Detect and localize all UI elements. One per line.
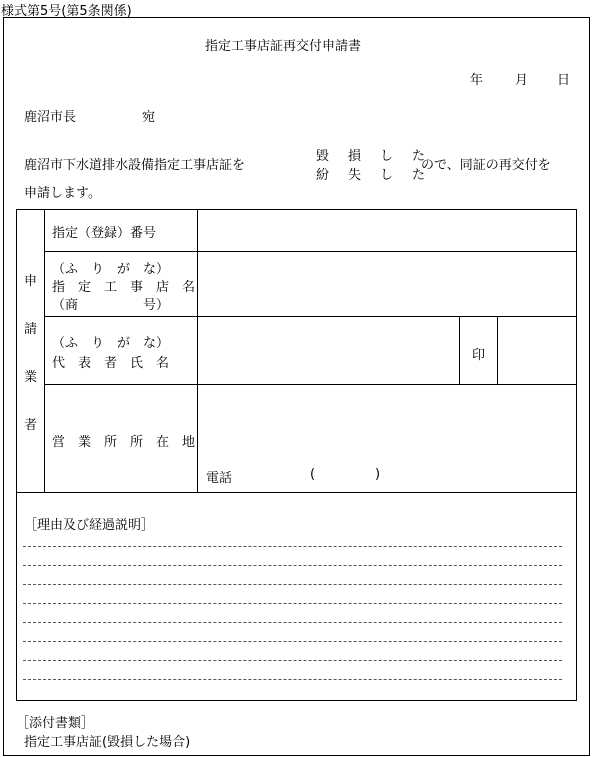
seal-box[interactable] (499, 318, 575, 383)
attachments-label: ［添付書類］ (16, 716, 95, 731)
divider (497, 316, 498, 384)
label-rep-name: 代 表 者 氏 名 (52, 356, 170, 371)
label-phone: 電話 (206, 471, 233, 486)
registration-number-field[interactable] (199, 211, 575, 250)
date-month: 月 (515, 73, 529, 88)
choice-lost (316, 164, 425, 183)
divider (44, 384, 577, 385)
choice-char: た (412, 168, 426, 183)
phone-field[interactable] (318, 462, 372, 486)
choice-damaged (316, 145, 425, 164)
reason-label: ［理由及び経過説明］ (24, 518, 155, 533)
choice-char: た (412, 149, 426, 164)
choice-char: 損 (348, 149, 362, 164)
addressee-suffix: 宛 (142, 110, 156, 125)
addressee-name: 鹿沼市長 (24, 110, 77, 125)
divider (459, 316, 460, 384)
label-rep-furigana: （ふ り が な） (52, 336, 170, 351)
date-year: 年 (470, 73, 484, 88)
date-day: 日 (557, 73, 571, 88)
seal-label: 印 (472, 348, 486, 363)
label-office-address: 営 業 所 所 在 地 (52, 435, 196, 450)
attachments-item: 指定工事店証(毀損した場合) (24, 735, 191, 750)
label-shop-trade: （商 号） (52, 298, 170, 313)
choice-char: し (380, 149, 394, 164)
form-title: 指定工事店証再交付申請書 (205, 39, 362, 54)
divider (16, 492, 577, 493)
shop-name-field[interactable] (199, 253, 575, 315)
phone-paren-close: ) (375, 467, 381, 482)
applicant-label-char: 申 (24, 274, 38, 289)
form-code: 様式第5号(第5条関係) (1, 4, 132, 19)
choice-char: 失 (348, 168, 362, 183)
request-suffix: ので、同証の再交付を (421, 158, 551, 173)
rep-name-field[interactable] (199, 318, 457, 383)
choice-char: し (380, 168, 394, 183)
applicant-label-char: 業 (24, 370, 38, 385)
choice-char: 毀 (316, 149, 330, 164)
request-prefix: 鹿沼市下水道排水設備指定工事店証を (24, 158, 246, 173)
choice-char: 紛 (316, 168, 330, 183)
divider (44, 251, 577, 252)
phone-paren-open: ( (310, 467, 316, 482)
request-line2: 申請します。 (24, 186, 101, 201)
label-shop-name: 指 定 工 事 店 名 (52, 280, 196, 295)
label-registration-number: 指定（登録）番号 (52, 226, 157, 241)
applicant-label-char: 請 (24, 322, 38, 337)
office-address-field[interactable] (199, 386, 575, 456)
applicant-label-char: 者 (24, 418, 38, 433)
reason-textarea[interactable] (18, 532, 575, 698)
label-shop-furigana: （ふ り が な） (52, 262, 170, 277)
